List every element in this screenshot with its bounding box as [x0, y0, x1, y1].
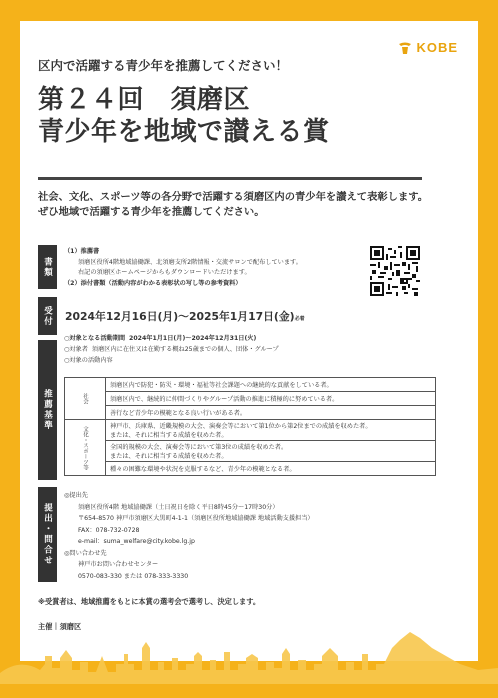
skyline-illustration	[0, 618, 498, 698]
table-row	[65, 378, 436, 392]
kobe-logo	[398, 40, 458, 55]
reception-label: 受付	[38, 297, 57, 335]
documents-item1-line1: 須磨区役所4階地域協働課、北須磨支所2階情報・交流サロンで配布しています。	[78, 258, 302, 266]
category-culture-sports: 文化・スポーツ等	[65, 420, 106, 476]
organizer-text: 主催｜須磨区	[38, 622, 82, 631]
criteria-row-4-b: または、それに相当する成績を収めた者。	[110, 432, 228, 439]
criteria-row-1: 須磨区内で防犯・防災・環境・福祉等社会課題への継続的な貢献をしている者。	[106, 378, 436, 392]
inquiry-line-1: 神戸市お問い合わせセンター	[78, 561, 159, 568]
inquiry-title: ◎問い合わせ先	[64, 549, 107, 557]
criteria-label: 推薦基準	[38, 340, 57, 480]
criteria-row-5	[106, 441, 436, 462]
criteria-row-4-a: 神戸市、兵庫県、近畿規模の大会、演奏会等において第1位から第2位までの成績を収めた者。	[110, 423, 372, 430]
period-value: 2024年1月1日(月)〜2024年12月31日(火)	[129, 335, 257, 342]
kobe-emblem-icon	[398, 41, 412, 55]
category-social: 社会	[65, 378, 106, 420]
criteria-row-5-a: 全国的規模の大会、演奏会等において第3位の成績を収めた者。	[110, 444, 288, 451]
email-address[interactable]: e-mail：suma_welfare@city.kobe.lg.jp	[78, 538, 195, 545]
qr-code[interactable]	[370, 246, 420, 296]
criteria-row-5-b: または、それに相当する成績を収めた者。	[110, 453, 228, 460]
table-row	[65, 392, 436, 406]
reception-period: 2024年12月16日(月)〜2025年1月17日(金)	[65, 310, 295, 323]
target-label: ○対象者	[64, 346, 88, 353]
documents-item1-title: （1）推薦書	[64, 248, 100, 255]
criteria-section	[64, 333, 424, 366]
table-row	[65, 420, 436, 441]
submission-label: 提出・問合せ	[38, 487, 57, 582]
table-row	[65, 441, 436, 462]
lead-text: 区内で活躍する青少年を推薦してください！	[38, 58, 289, 73]
reception-dates	[65, 309, 305, 324]
divider	[38, 177, 422, 180]
intro-text: 社会、文化、スポーツ等の各分野で活躍する須磨区内の青少年を讃えて表彰します。ぜひ地域で活躍する青少年を推薦してください。	[38, 191, 429, 218]
documents-label: 書類	[38, 245, 57, 289]
submit-line-2: 〒654-8570 神戸市須磨区大黒町4-1-1（須磨区役所地域協働課 地域活動支援担当）	[78, 515, 314, 522]
table-row	[65, 462, 436, 476]
documents-item1-line2: 右記の須磨区ホームページからもダウンロードいただけます。	[78, 269, 251, 276]
submit-line-1: 須磨区役所4階 地域協働課（土日祝日を除く平日8時45分〜17時30分）	[78, 503, 279, 511]
title-line-1: 第２４回 須磨区	[38, 85, 251, 115]
criteria-row-4	[106, 420, 436, 441]
note-text: ※受賞者は、地域推薦をもとに本賞の選考会で選考し、決定します。	[38, 597, 261, 606]
documents-item2: （2）添付書類（活動内容がわかる表彰状の写し等の参考資料）	[64, 279, 242, 287]
submit-title: ◎提出先	[64, 492, 88, 499]
criteria-row-2: 須磨区内で、継続的に仲間づくりやグループ活動の推進に積極的に努めている者。	[106, 392, 436, 406]
content-label: ○対象の活動内容	[64, 357, 113, 364]
criteria-table	[64, 377, 436, 476]
target-value: 須磨区内に在住又は在勤する概ね25歳までの個人、団体・グループ	[91, 346, 279, 353]
fax-number: FAX：078-732-0728	[78, 526, 140, 534]
logo-text: KOBE	[416, 40, 458, 55]
inquiry-line-2: 0570-083-330 または 078-333-3330	[78, 572, 189, 580]
title-line-2: 青少年を地域で讃える賞	[38, 117, 330, 147]
documents-section	[64, 247, 364, 289]
submission-section	[64, 490, 424, 582]
period-label: ○対象となる活動期間	[64, 335, 126, 342]
table-row	[65, 406, 436, 420]
reception-suffix: 必着	[294, 316, 305, 322]
page-title	[38, 84, 330, 148]
criteria-row-3: 善行など青少年の模範となる良い行いがある者。	[106, 406, 436, 420]
criteria-row-6: 種々の困難な環境や状況を克服するなど、青少年の模範となる者。	[106, 462, 436, 476]
